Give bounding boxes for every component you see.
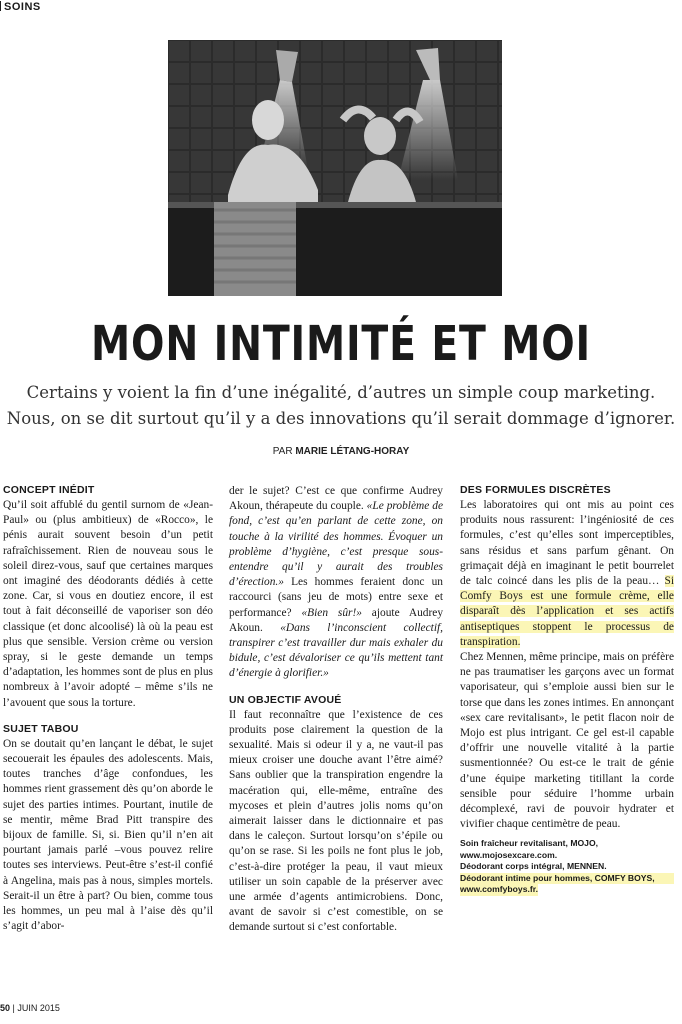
byline	[0, 446, 682, 457]
page-footer: 50 | JUIN 2015	[0, 1003, 60, 1013]
column-3	[460, 484, 674, 896]
subhead-formules: DES FORMULES DISCRÈTES	[460, 484, 611, 496]
subhead-objectif: UN OBJECTIF AVOUÉ	[229, 693, 342, 706]
credit-mojo-url: www.mojosexcare.com.	[460, 849, 558, 860]
byline-prefix: PAR	[272, 446, 293, 457]
quote-1: «Le problème de fond, c’est qu’en parlant de cette zone, on touche à la virilité des hommes. Évoquer un problème d’hygiène, c’est presque sous-entendre qu’il y aurait des troubles d’érection.»	[229, 500, 443, 589]
shower-photo	[168, 40, 502, 296]
quote-3: «Dans l’inconscient collectif, transpirer c’est travailler dur mais exhaler du bidule, c’est dévaloriser ce qu’ils mettent tant d’énergie à glorifier.»	[229, 621, 443, 680]
paragraph-concept: Qu’il soit affublé du gentil surnom de «Jean-Paul» ou (plus ambitieux) de «Rocco», le pénis aurait souvent besoin d’un petit rafraîchissement. Rien de nouveau sous le soleil direz-vous, sauf que certaines marques ont imaginé des déodorants dédiés à cette zone. Car, si vous en doutiez encore, il est tout à fait déconseillé de vaporiser son déo classique (et donc alcoolisé) là où la peau est plus que sensible. Version crème ou version spray, si le geste demande un temps d’adaptation, les hommes sont de plus en plus nombreux à l’avoir adopté – même s’ils ne l’avouent que sous la torture.	[3, 499, 213, 709]
product-credits	[460, 838, 674, 896]
highlighted-text: Si Comfy Boys est une formule crème, elle disparaît dès l’application et ses actifs antiseptiques stoppent le processus de transpiration.	[460, 575, 674, 648]
column-2	[229, 484, 443, 936]
text-run: ajoute Audrey Akoun.	[229, 606, 444, 634]
text-run: Les hommes feraient donc un raccourci (sans jeu de mots) entre sexe et performance?	[229, 576, 443, 619]
article-photo	[168, 40, 502, 296]
credit-mojo: Soin fraîcheur revitalisant, MOJO,	[460, 838, 599, 849]
section-label	[0, 1, 41, 13]
subhead-tabou: SUJET TABOU	[3, 722, 79, 735]
section-name: SOINS	[4, 1, 41, 13]
page-number: 50	[0, 1003, 11, 1013]
credit-mennen: Déodorant corps intégral, MENNEN.	[460, 861, 607, 872]
lede-line-2: Nous, on se dit surtout qu’il y a des innovations qu’il serait dommage d’ignorer.	[6, 409, 676, 428]
text-run: der le sujet? C’est ce que confirme Audrey Akoun, thérapeute du couple.	[229, 485, 443, 513]
paragraph-mennen: Chez Mennen, même principe, mais on préfère ne pas traumatiser les garçons avec un format vaporisateur, qui s’emploie aussi bien sur le torse que dans les zones intimes. En annonçant «sex care revitalisant», le petit flacon noir de Mojo est plus intrigant. Ce gel est-il capable d’offrir une nouvelle vitalité à la partie susmentionnée? Ou est-ce le trait de génie d’une équipe marketing titillant la corde sensible pour séduire l’homme urbain décomplexé, ravi de pouvoir hydrater et vivifier chaque centimètre de peau.	[460, 651, 674, 831]
article-lede	[0, 380, 682, 432]
byline-author: MARIE LÉTANG-HORAY	[295, 446, 410, 457]
paragraph-akoun	[229, 484, 443, 682]
lede-line-1: Certains y voient la fin d’une inégalité, d’autres un simple coup marketing.	[26, 383, 656, 402]
issue-date: JUIN 2015	[17, 1003, 60, 1013]
paragraph-tabou: On se doutait qu’en lançant le débat, le sujet secouerait les épaules des adolescents. Mais, toutes tranches d’âge confondues, les hommes rient grassement dès qu’on aborde le sujet des parties intimes. Pourtant, inutile de se mentir, même Brad Pitt transpire des bijoux de famille. Si, si. Bien qu’il n’en ait pourtant jamais parlé –vous pouvez relire toutes ses interviews. Peut-être s’est-il confié à Angelina, mais pas à nous, simples mortels. Serait-il un être à part? Ou bien, comme tous les hommes, un peu mal à l’aise dès qu’il s’agit d’abor-	[3, 737, 213, 933]
text-run: Les laboratoires qui ont mis au point ces produits nous rassurent: l’ingéniosité de ces formules, c’est qu’elles sont imperceptibles, sans résidus et sans parfum gênant. On grimaçait déjà en imaginant le petit bourrelet de talc coincé dans les plis de la peau…	[460, 499, 674, 588]
column-1	[3, 484, 213, 934]
credit-comfy: Déodorant intime pour hommes, COMFY BOYS,	[460, 873, 674, 885]
paragraph-formules	[460, 498, 674, 650]
paragraph-objectif: Il faut reconnaître que l’existence de ces produits pose clairement la question de la sexualité. Mais si odeur il y a, ne vaut-il pas mieux croiser une douche avant l’être aimé? Sans oublier que la transpiration engendre la macération qui, elle-même, entraîne des mycoses et plein d’autres jolis noms qu’on aimerait laisser dans le dictionnaire et pas dans le caleçon. Surtout lorsqu’on s’épile ou qu’on se rase. Si les poils ne font plus le job, c’est-à-dire protéger la peau, il vaut mieux utiliser un soin capable de la préserver avec une armée d’agents antimicrobiens. Donc, avant de savoir si c’est comestible, on se demande surtout si c’est confortable.	[229, 708, 443, 934]
article-title: MON INTIMITÉ ET MOI	[91, 316, 591, 372]
credit-comfy-url: www.comfyboys.fr.	[460, 884, 538, 895]
quote-2: «Bien sûr!»	[301, 606, 362, 619]
section-rule	[0, 1, 1, 11]
subhead-concept: CONCEPT INÉDIT	[3, 484, 95, 496]
